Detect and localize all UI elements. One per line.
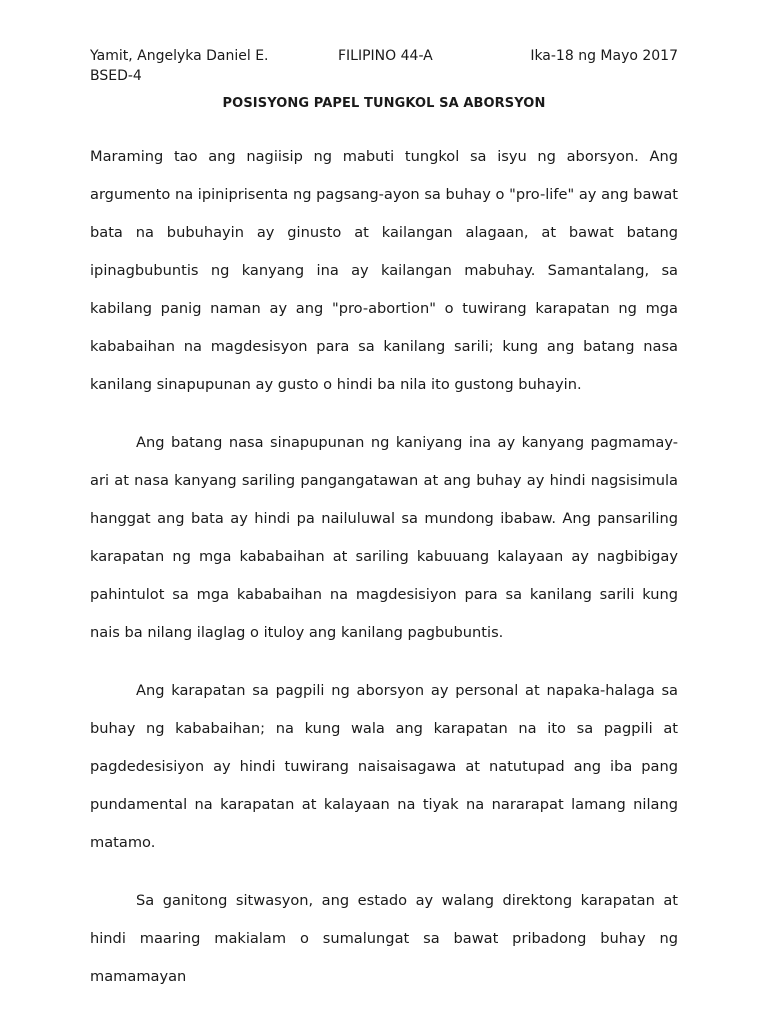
author-program: BSED-4 <box>90 68 142 84</box>
course-code: FILIPINO 44-A <box>338 48 433 64</box>
document-body <box>90 138 678 1016</box>
author-name: Yamit, Angelyka Daniel E. <box>90 48 269 64</box>
paragraph: Ang batang nasa sinapupunan ng kaniyang ina ay kanyang pagmamay-ari at nasa kanyang sariling pangangatawan at ang buhay ay hindi nagsisimula hanggat ang bata ay hindi pa nailuluwal sa mundong ibabaw. Ang pansariling karapatan ng mga kababaihan at sariling kabuuang kalayaan ay nagbibigay pahintulot sa mga kababaihan na magdesisiyon para sa kanilang sarili kung nais ba nilang ilaglag o ituloy ang kanilang pagbubuntis. <box>90 434 678 641</box>
document-header <box>90 46 678 66</box>
document-title: POSISYONG PAPEL TUNGKOL SA ABORSYON <box>222 96 546 111</box>
paragraph: Ang karapatan sa pagpili ng aborsyon ay personal at napaka-halaga sa buhay ng kababaihan; na kung wala ang karapatan na ito sa pagpili at pagdedesisiyon ay hindi tuwirang naisaisagawa at natutupad ang iba pang pundamental na karapatan at kalayaan na tiyak na nararapat lamang nilang matamo. <box>90 682 678 851</box>
paragraph: Maraming tao ang nagiisip ng mabuti tungkol sa isyu ng aborsyon. Ang argumento na ipiniprisenta ng pagsang-ayon sa buhay o "pro-life" ay ang bawat bata na bubuhayin ay ginusto at kailangan alagaan, at bawat batang ipinagbubuntis ng kanyang ina ay kailangan mabuhay. Samantalang, sa kabilang panig naman ay ang "pro-abortion" o tuwirang karapatan ng mga kababaihan na magdesisyon para sa kanilang sarili; kung ang batang nasa kanilang sinapupunan ay gusto o hindi ba nila ito gustong buhayin. <box>90 148 678 393</box>
paragraph: Sa ganitong sitwasyon, ang estado ay walang direktong karapatan at hindi maaring makialam o sumalungat sa bawat pribadong buhay ng mamamayan <box>90 892 678 985</box>
document-date: Ika-18 ng Mayo 2017 <box>530 48 678 64</box>
